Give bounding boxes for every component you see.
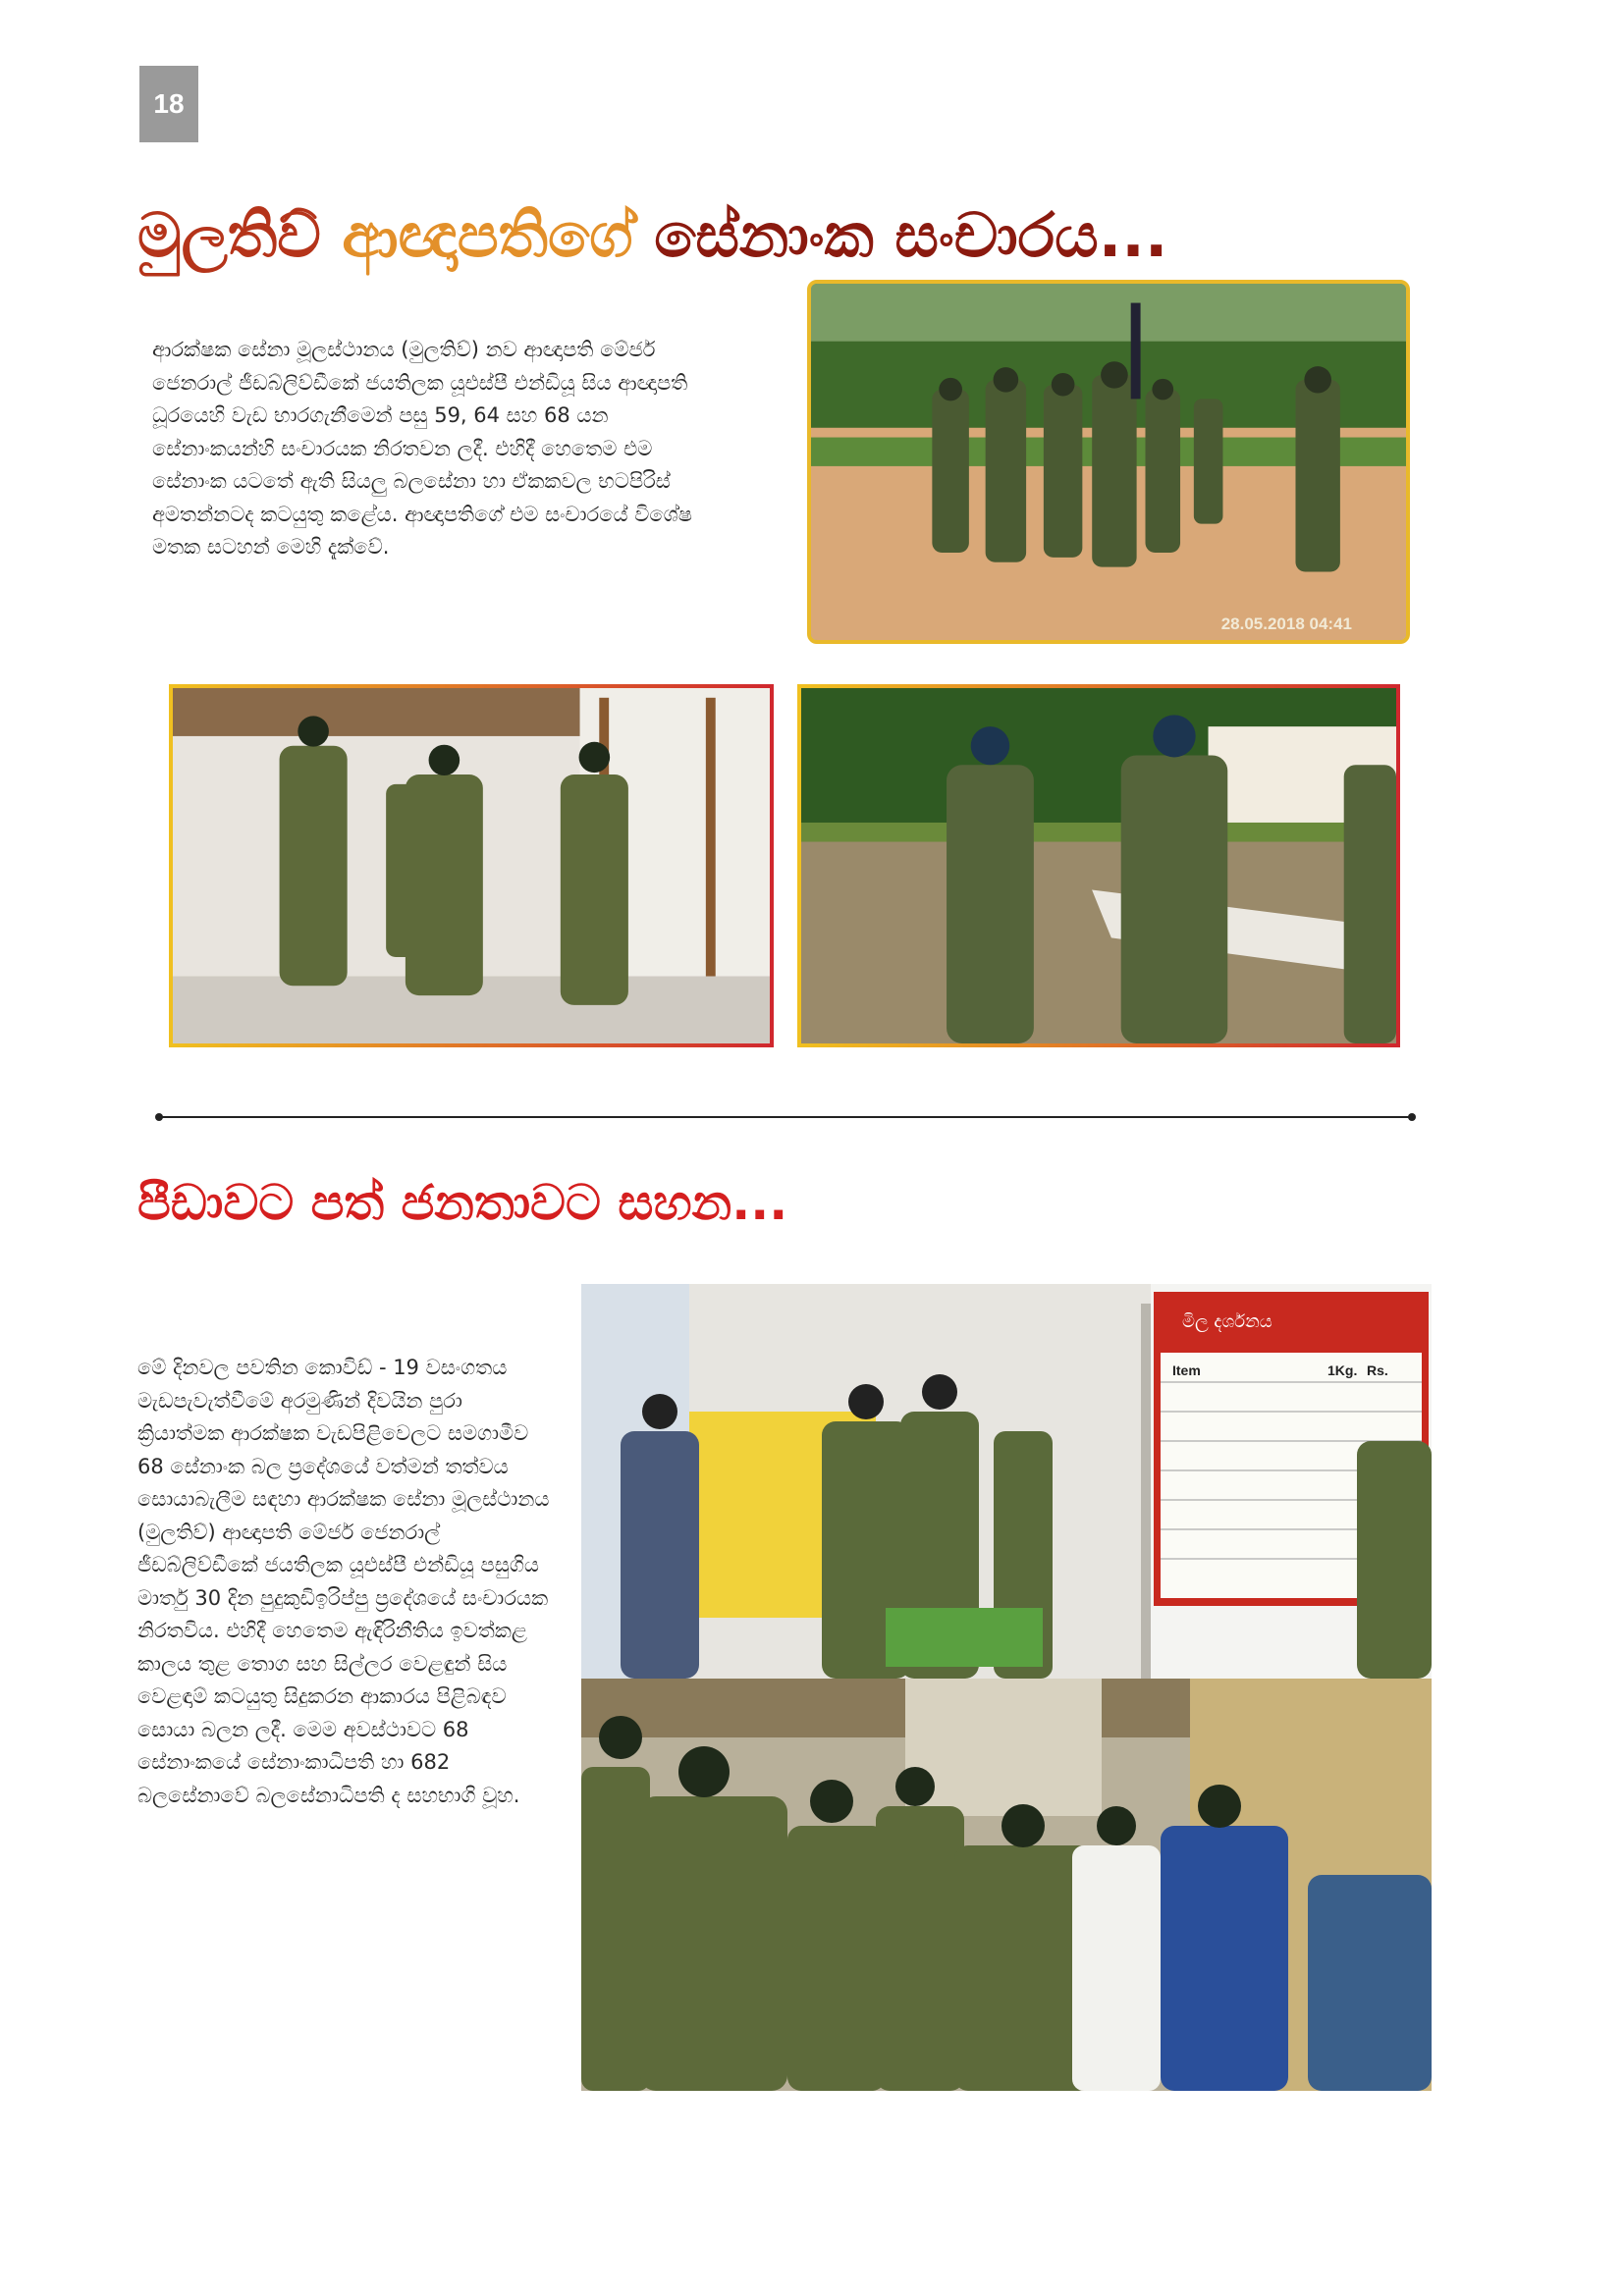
photo-shop-inspection (581, 1284, 1432, 1679)
article1-title (137, 182, 1237, 290)
photo-handshake (797, 684, 1400, 1047)
price-board-col-rs: Rs. (1367, 1362, 1388, 1378)
photo-shop-inspection-image (581, 1284, 1432, 1679)
photo-officers-building (169, 684, 774, 1047)
photo-commander-walking-image (811, 284, 1406, 640)
title-word-3: සේනාංක සංචාරය... (654, 199, 1168, 271)
article2-body: මේ දිනවල පවතින කොවිඩ් - 19 වසංගතය මැඩපැවැත්වීමේ අරමුණින් දිවයින පුරා ක්‍රියාත්මක ආරක්ෂක වැඩපිළිවෙලට සමගාමීව 68 සේනාංක බල ප්‍රදේශයේ වත්මන් තත්වය සොයාබැලීම සඳහා ආරක්ෂක සේනා මූලස්ථානය (මුලතිව්) ආඥාපති මේජර් ජෙනරාල් ජීඩබ්ලිව්ඩීකේ ජයතිලක යූඑස්පී එන්ඩියූ පසුගිය මාර්තු 30 දින පුදුකුඩිඉරිප්පු ප්‍රදේශයේ සංචාරයක නිරතවිය. එහිදී හෙතෙම ඇඳිරිනීතිය ඉවත්කළ කාලය තුළ තොග සහ සිල්ලර වෙළඳුන් සිය වෙළඳාම් කටයුතු සිදුකරන ආකාරය පිළිබඳව සොයා බලන ලදී. මෙම අවස්ථාවට 68 සේනාංකයේ සේනාංකාධිපති හා 682 බලසේනාවේ බලසේනාධිපති ද සහභාගි වූහ. (137, 1356, 550, 1807)
photo-handshake-image (801, 688, 1396, 1043)
page-number: 18 (139, 66, 198, 142)
article1-body: ආරක්ෂක සේනා මූලස්ථානය (මුලතිව්) නව ආඥාපති මේජර් ජෙනරාල් ජීඩබ්ලිව්ඩීකේ ජයතිලක යූඑස්පී එන්ඩියූ සිය ආඥාපති ධූරයෙහි වැඩ භාරගැනීමෙන් පසු 59, 64 සහ 68 යන සේනාංකයන්හි සංචාරයක නිරතවන ලදී. එහිදී හෙතෙම එම සේනාංක යටතේ ඇති සියලු බලසේනා හා ඒකකවල භටපිරිස් අමතන්නටද කටයුතු කළේය. ආඥාපතිගේ එම සංචාරයේ විශේෂ මතක සටහන් මෙහි දැක්වේ. (152, 338, 692, 559)
price-board-title: මිල දර්ශනය (1182, 1311, 1272, 1332)
photo-market-visit (581, 1679, 1432, 2091)
title-word-2: ආඥාපතිගේ (342, 199, 633, 271)
price-board-col-item: Item (1172, 1362, 1201, 1378)
title-word-1: මුලතිව් (137, 199, 321, 271)
article2-title: පීඩාවට පත් ජනතාවට සහන... (137, 1174, 788, 1231)
photo-officers-building-image (173, 688, 770, 1043)
section-divider (159, 1116, 1412, 1118)
photo-timestamp: 28.05.2018 04:41 (1220, 614, 1352, 633)
price-board-col-unit: 1Kg. (1327, 1362, 1358, 1378)
photo-commander-walking (807, 280, 1410, 644)
photo-market-visit-image (581, 1679, 1432, 2091)
